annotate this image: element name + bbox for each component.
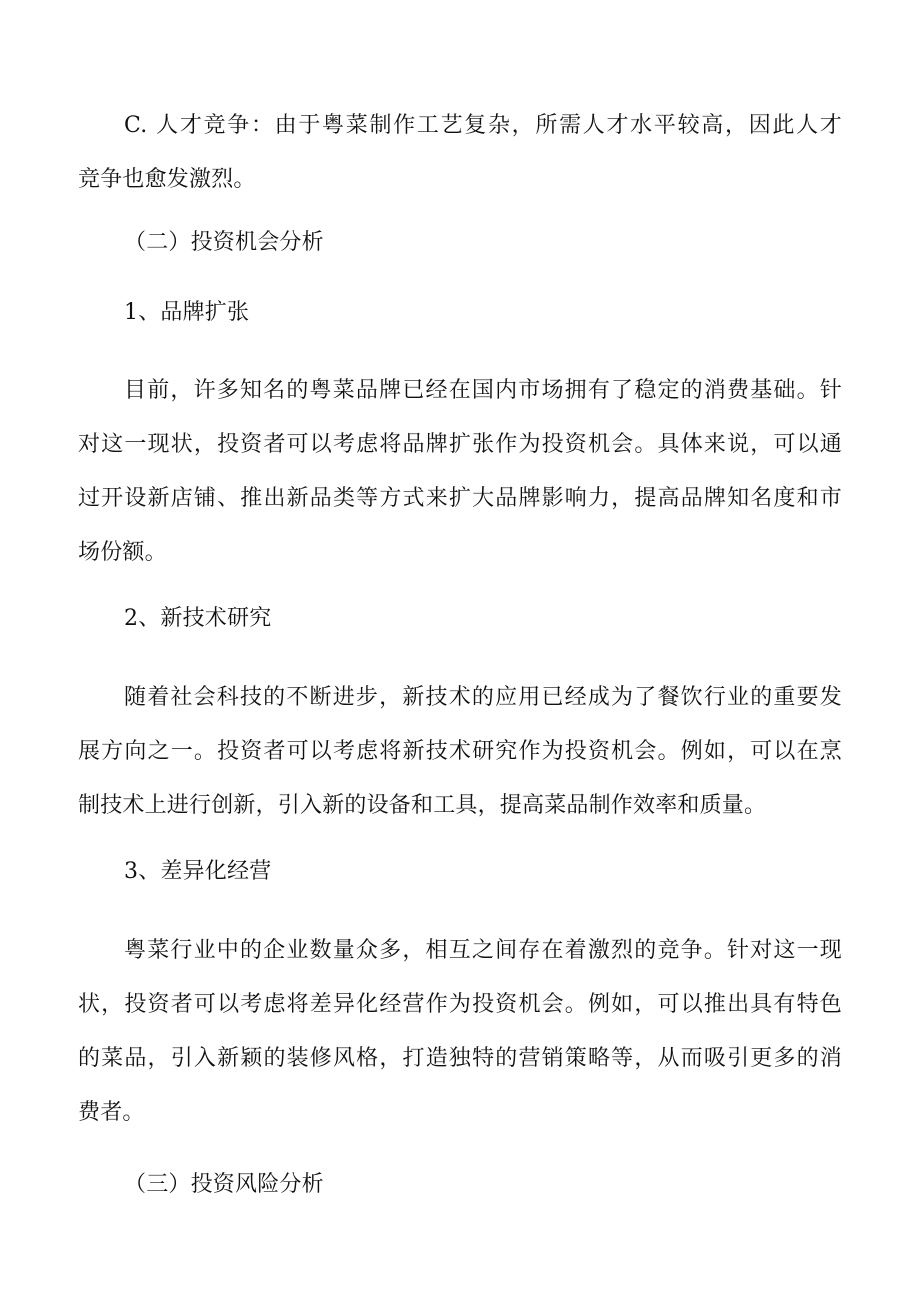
section-heading-investment-risk: （三）投资风险分析 <box>124 1172 324 1197</box>
paragraph-talent-competition-line-1: C. 人才竞争：由于粤菜制作工艺复杂，所需人才水平较高，因此人才 <box>124 113 842 138</box>
paragraph-brand-expansion-line-4: 场份额。 <box>78 540 167 565</box>
paragraph-brand-expansion-line-1: 目前，许多知名的粤菜品牌已经在国内市场拥有了稳定的消费基础。针 <box>124 378 842 403</box>
subsection-heading-differentiation: 3、差异化经营 <box>124 859 272 884</box>
paragraph-differentiation-line-3: 的菜品，引入新颖的装修风格，打造独特的营销策略等，从而吸引更多的消 <box>78 1046 842 1071</box>
section-heading-investment-opportunity: （二）投资机会分析 <box>124 230 324 255</box>
paragraph-brand-expansion-line-2: 对这一现状，投资者可以考虑将品牌扩张作为投资机会。具体来说，可以通 <box>78 432 842 457</box>
paragraph-differentiation-line-1: 粤菜行业中的企业数量众多，相互之间存在着激烈的竞争。针对这一现 <box>124 938 842 963</box>
paragraph-new-technology-line-1: 随着社会科技的不断进步，新技术的应用已经成为了餐饮行业的重要发 <box>124 685 842 710</box>
paragraph-differentiation-line-2: 状，投资者可以考虑将差异化经营作为投资机会。例如，可以推出具有特色 <box>78 992 842 1017</box>
subsection-heading-brand-expansion: 1、品牌扩张 <box>124 300 250 325</box>
paragraph-talent-competition-line-2: 竞争也愈发激烈。 <box>78 167 256 192</box>
paragraph-new-technology-line-2: 展方向之一。投资者可以考虑将新技术研究作为投资机会。例如，可以在烹 <box>78 739 842 764</box>
paragraph-differentiation-line-4: 费者。 <box>78 1100 145 1125</box>
paragraph-brand-expansion-line-3: 过开设新店铺、推出新品类等方式来扩大品牌影响力，提高品牌知名度和市 <box>78 486 842 511</box>
paragraph-new-technology-line-3: 制技术上进行创新，引入新的设备和工具，提高菜品制作效率和质量。 <box>78 793 767 818</box>
subsection-heading-new-technology: 2、新技术研究 <box>124 606 272 631</box>
